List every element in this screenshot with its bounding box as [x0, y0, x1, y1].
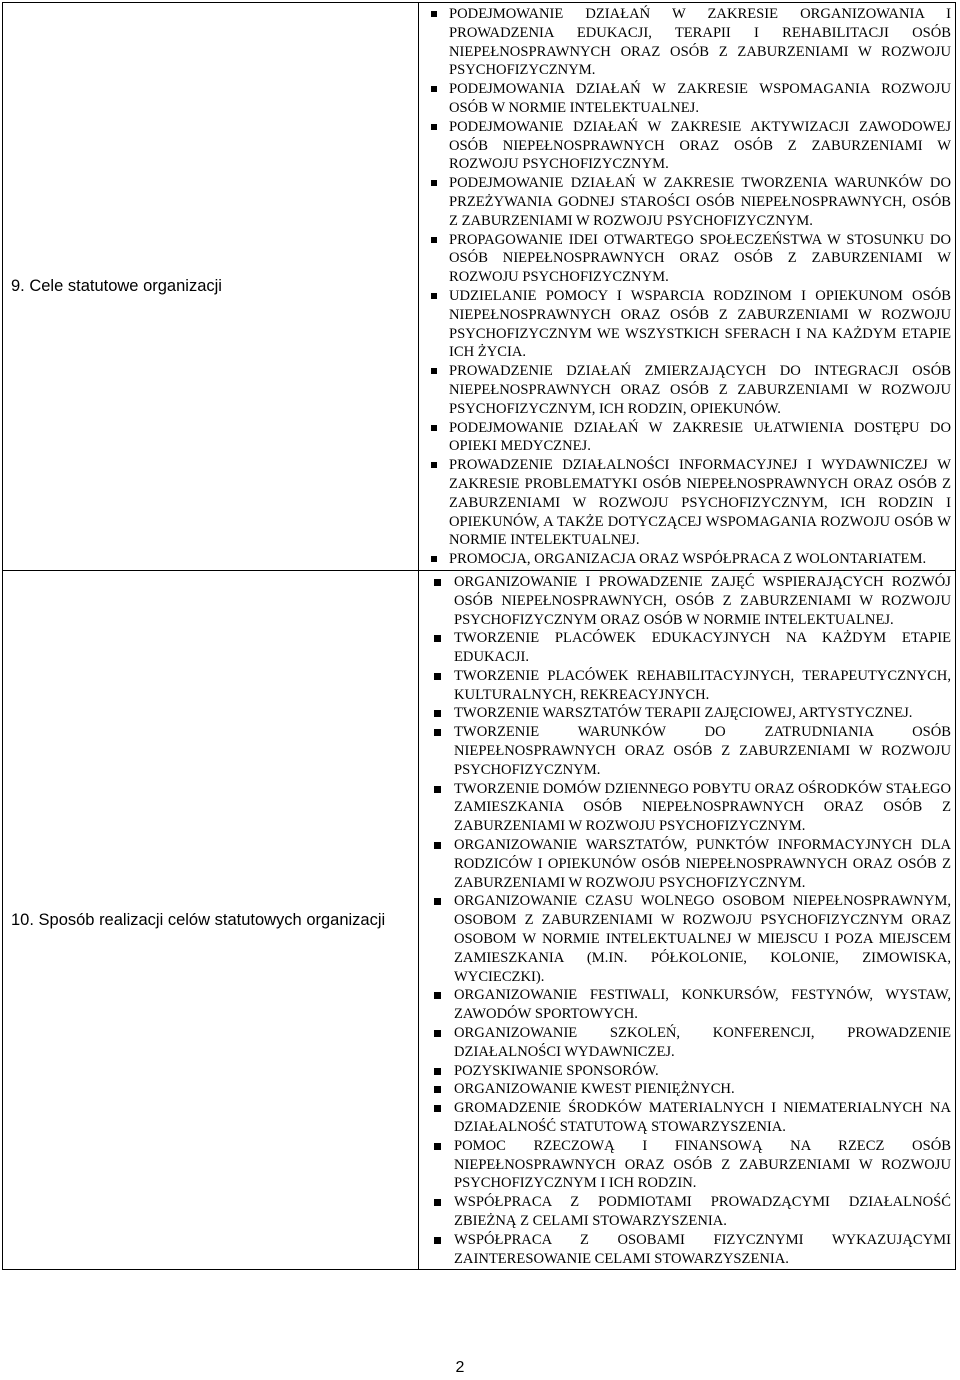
list-item: PROPAGOWANIE IDEI OTWARTEGO SPOŁECZEŃSTWA W STOSUNKU DO OSÓB NIEPEŁNOSPRAWNYCH ORAZ OSÓB Z ZABURZENIAMI W ROZWOJU PSYCHOFIZYCZNYM. — [427, 231, 951, 287]
list-item: POMOC RZECZOWĄ I FINANSOWĄ NA RZECZ OSÓB NIEPEŁNOSPRAWNYCH ORAZ OSÓB Z ZABURZENIAMI W ROZWOJU PSYCHOFIZYCZNYM I ICH RODZIN. — [427, 1137, 951, 1193]
row-label-text: 10. Sposób realizacji celów statutowych organizacji — [11, 911, 386, 930]
bullet-list — [427, 5, 951, 569]
list-item: ORGANIZOWANIE SZKOLEŃ, KONFERENCJI, PROWADZENIE DZIAŁALNOŚCI WYDAWNICZEJ. — [427, 1024, 951, 1062]
list-item: GROMADZENIE ŚRODKÓW MATERIALNYCH I NIEMATERIALNYCH NA DZIAŁALNOŚĆ STATUTOWĄ STOWARZYSZENIA. — [427, 1099, 951, 1137]
list-item: PODEJMOWANIE DZIAŁAŃ W ZAKRESIE TWORZENIA WARUNKÓW DO PRZEŻYWANIA GODNEJ STAROŚCI OSÓB NIEPEŁNOSPRAWNYCH, OSÓB Z ZABURZENIAMI W ROZWOJU PSYCHOFIZYCZNYM. — [427, 174, 951, 230]
row-label-text: 9. Cele statutowe organizacji — [11, 277, 222, 296]
list-item: PODEJMOWANIE DZIAŁAŃ W ZAKRESIE UŁATWIENIA DOSTĘPU DO OPIEKI MEDYCZNEJ. — [427, 419, 951, 457]
list-item: PROWADZENIE DZIAŁAŃ ZMIERZAJĄCYCH DO INTEGRACJI OSÓB NIEPEŁNOSPRAWNYCH ORAZ OSÓB Z ZABURZENIAMI W ROZWOJU PSYCHOFIZYCZNYM, ICH RODZIN, OPIEKUNÓW. — [427, 362, 951, 418]
page-number: 2 — [455, 1359, 465, 1376]
list-item: TWORZENIE WARSZTATÓW TERAPII ZAJĘCIOWEJ, ARTYSTYCZNEJ. — [427, 704, 951, 723]
table-row — [3, 3, 955, 571]
list-item: PODEJMOWANIE DZIAŁAŃ W ZAKRESIE AKTYWIZACJI ZAWODOWEJ OSÓB NIEPEŁNOSPRAWNYCH ORAZ OSÓB Z ZABURZENIAMI W ROZWOJU PSYCHOFIZYCZNYM. — [427, 118, 951, 174]
row-content — [419, 3, 955, 570]
list-item: ORGANIZOWANIE FESTIWALI, KONKURSÓW, FESTYNÓW, WYSTAW, ZAWODÓW SPORTOWYCH. — [427, 986, 951, 1024]
list-item: TWORZENIE DOMÓW DZIENNEGO POBYTU ORAZ OŚRODKÓW STAŁEGO ZAMIESZKANIA OSÓB NIEPEŁNOSPRAWNYCH ORAZ OSÓB Z ZABURZENIAMI W ROZWOJU PSYCHOFIZYCZNYM. — [427, 780, 951, 836]
list-item: ORGANIZOWANIE CZASU WOLNEGO OSOBOM NIEPEŁNOSPRAWNYM, OSOBOM Z ZABURZENIAMI W ROZWOJU PSYCHOFIZYCZNYM ORAZ OSOBOM W NORMIE INTELEKTUALNEJ W MIEJSCU I POZA MIEJSCEM ZAMIESZKANIA (M.IN. PÓŁKOLONIE, KOLONIE, ZIMOWISKA, WYCIECZKI). — [427, 892, 951, 986]
list-item: ORGANIZOWANIE I PROWADZENIE ZAJĘĆ WSPIERAJĄCYCH ROZWÓJ OSÓB NIEPEŁNOSPRAWNYCH, OSÓB Z ZABURZENIAMI W ROZWOJU PSYCHOFIZYCZNYM ORAZ OSÓB W NORMIE INTELEKTUALNEJ. — [427, 573, 951, 629]
row-label — [3, 571, 419, 1269]
row-content — [419, 571, 955, 1269]
list-item: PROWADZENIE DZIAŁALNOŚCI INFORMACYJNEJ I WYDAWNICZEJ W ZAKRESIE PROBLEMATYKI OSÓB NIEPEŁNOSPRAWNYCH ORAZ OSÓB Z ZABURZENIAMI W ROZWOJU PSYCHOFIZYCZNYM, ICH RODZIN I OPIEKUNÓW, A TAKŻE DOTYCZĄCEJ WSPOMAGANIA ROZWOJU OSÓB W NORMIE INTELEKTUALNEJ. — [427, 456, 951, 550]
list-item: PROMOCJA, ORGANIZACJA ORAZ WSPÓŁPRACA Z WOLONTARIATEM. — [427, 550, 951, 569]
list-item: TWORZENIE WARUNKÓW DO ZATRUDNIANIA OSÓB NIEPEŁNOSPRAWNYCH ORAZ OSÓB Z ZABURZENIAMI W ROZWOJU PSYCHOFIZYCZNYM. — [427, 723, 951, 779]
list-item: TWORZENIE PLACÓWEK REHABILITACYJNYCH, TERAPEUTYCZNYCH, KULTURALNYCH, REKREACYJNYCH. — [427, 667, 951, 705]
list-item: POZYSKIWANIE SPONSORÓW. — [427, 1062, 951, 1081]
row-label — [3, 3, 419, 570]
statute-table — [2, 2, 956, 1270]
list-item: PODEJMOWANIA DZIAŁAŃ W ZAKRESIE WSPOMAGANIA ROZWOJU OSÓB W NORMIE INTELEKTUALNEJ. — [427, 80, 951, 118]
list-item: WSPÓŁPRACA Z OSOBAMI FIZYCZNYMI WYKAZUJĄCYMI ZAINTERESOWANIE CELAMI STOWARZYSZENIA. — [427, 1231, 951, 1269]
table-row — [3, 571, 955, 1269]
list-item: UDZIELANIE POMOCY I WSPARCIA RODZINOM I OPIEKUNOM OSÓB NIEPEŁNOSPRAWNYCH ORAZ OSÓB Z ZABURZENIAMI W ROZWOJU PSYCHOFIZYCZNYM WE WSZYSTKICH SFERACH I NA KAŻDYM ETAPIE ICH ŻYCIA. — [427, 287, 951, 362]
list-item: ORGANIZOWANIE WARSZTATÓW, PUNKTÓW INFORMACYJNYCH DLA RODZICÓW I OPIEKUNÓW OSÓB NIEPEŁNOSPRAWNYCH ORAZ OSÓB Z ZABURZENIAMI W ROZWOJU PSYCHOFIZYCZNYM. — [427, 836, 951, 892]
list-item: TWORZENIE PLACÓWEK EDUKACYJNYCH NA KAŻDYM ETAPIE EDUKACJI. — [427, 629, 951, 667]
bullet-list — [427, 573, 951, 1268]
list-item: ORGANIZOWANIE KWEST PIENIĘŻNYCH. — [427, 1080, 951, 1099]
list-item: PODEJMOWANIE DZIAŁAŃ W ZAKRESIE ORGANIZOWANIA I PROWADZENIA EDUKACJI, TERAPII I REHABILITACJI OSÓB NIEPEŁNOSPRAWNYCH ORAZ OSÓB Z ZABURZENIAMI W ROZWOJU PSYCHOFIZYCZNYM. — [427, 5, 951, 80]
list-item: WSPÓŁPRACA Z PODMIOTAMI PROWADZĄCYMI DZIAŁALNOŚĆ ZBIEŻNĄ Z CELAMI STOWARZYSZENIA. — [427, 1193, 951, 1231]
